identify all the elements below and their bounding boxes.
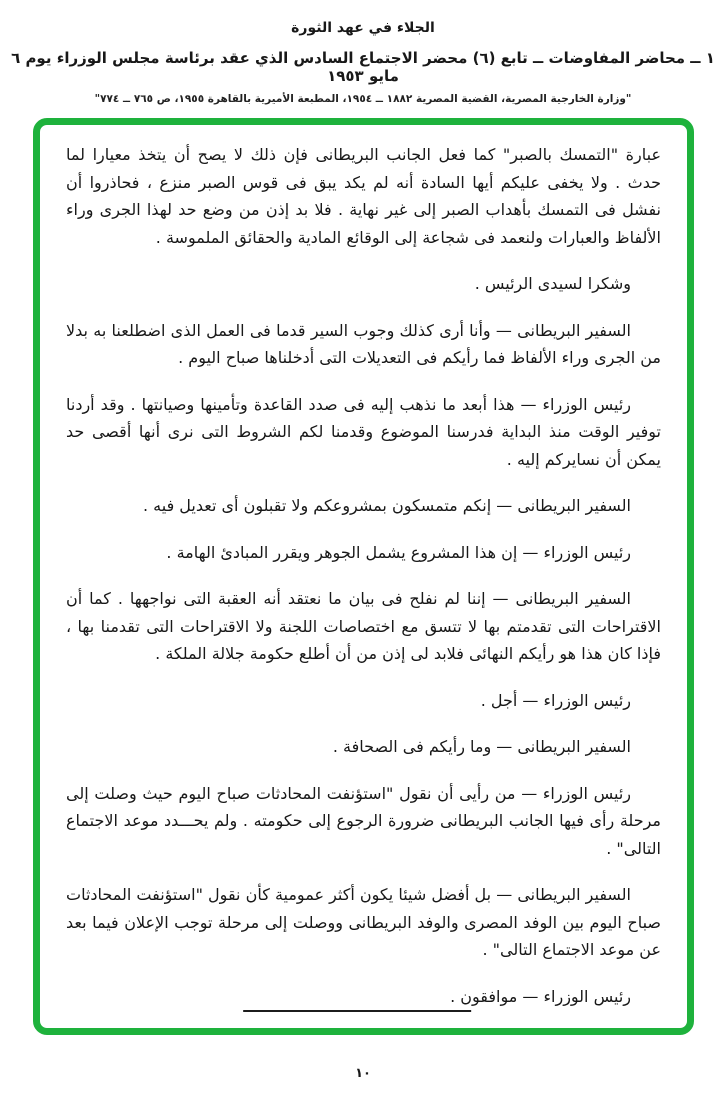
paragraph: رئيس الوزراء — أجل . xyxy=(480,690,631,710)
paragraph: السفير البريطانى — وأنا أرى كذلك وجوب السير قدما فى العمل الذى اضطلعنا به بدلا من الجرى وراء الألفاظ فما رأيكم فى التعديلات التى أدخلناها صباح اليوم . xyxy=(66,320,661,367)
paragraph: السفير البريطانى — بل أفضل شيئا يكون أكثر عمومية كأن نقول "استؤنفت المحادثات صباح اليوم بين الوفد المصرى والوفد البريطانى ووصلت إلى مرحلة توجب الإعلان فيما بعد عن موعد الاجتماع التالى" . xyxy=(66,885,661,959)
paragraph: السفير البريطانى — إننا لم نفلح فى بيان ما نعتقد أنه العقبة التى نواجهها . كما أن الاقتراحات التى تقدمتم بها لا تتسق مع اختصاصات اللجنة ولا الاقتراحات التى تقدمنا بها ، فإذا كان هذا هو رأيكم النهائى فلابد لى إذن من أن أطلع حكومة جلالة الملكة . xyxy=(66,589,661,663)
paragraph: السفير البريطانى — إنكم متمسكون بمشروعكم ولا تقبلون أى تعديل فيه . xyxy=(142,496,631,515)
document-text xyxy=(40,125,687,1028)
paragraph: السفير البريطانى — وما رأيكم فى الصحافة . xyxy=(332,737,631,756)
paragraph: عبارة "التمسك بالصبر" كما فعل الجانب البريطانى فإن ذلك لا يصح أن يتخذ معيارا لما حدث . ولا يخفى عليكم أيها السادة أنه لم يكد يبق فى قوس الصبر منزع ، فحاذروا أن نفشل فى التمسك بأهداب الصبر إلى غير نهاية . فلا بد إذن من وضع حد لهذا الجرى وراء الألفاظ والعبارات ولنعمد فى شجاعة إلى الوقائع المادية والحقائق الملموسة . xyxy=(66,145,661,247)
page-header xyxy=(0,0,726,105)
book-title: الجلاء في عهد الثورة xyxy=(291,20,435,36)
end-of-text-divider xyxy=(243,1010,471,1012)
paragraph: رئيس الوزراء — هذا أبعد ما نذهب إليه فى صدد القاعدة وتأمينها وصيانتها . وقد أردنا توفير الوقت منذ البداية فدرسنا الموضوع وقدمنا لكم الشروط التى نرى أنها أقصى حد يمكن أن نسايركم إليه . xyxy=(66,394,661,469)
paragraph: رئيس الوزراء — إن هذا المشروع يشمل الجوهر ويقرر المبادئ الهامة . xyxy=(166,542,631,562)
paragraph: رئيس الوزراء — من رأيى أن نقول "استؤنفت المحادثات صباح اليوم حيث وصلت إلى مرحلة رأى فيها الجانب البريطانى ضرورة الرجوع إلى حكومته . ولم يحـــدد موعد الاجتماع التالى" . xyxy=(66,783,661,858)
page-number: ١٠ xyxy=(355,1066,371,1081)
source-citation: "وزارة الخارجية المصرية، القضية المصرية ١٨٨٢ ــ ١٩٥٤، المطبعة الأميرية بالقاهرة ١٩٥٥، ص ٧٦٥ ــ ٧٧٤" xyxy=(94,93,632,105)
paragraph: رئيس الوزراء — موافقون . xyxy=(450,986,631,1006)
section-heading: ١ ــ محاضر المفاوضات ــ تابع (٦) محضر الاجتماع السادس الذي عقد برئاسة مجلس الوزراء يوم ٦ مايو ١٩٥٣ xyxy=(11,49,715,85)
document-frame xyxy=(33,118,694,1035)
paragraph: وشكرا لسيدى الرئيس . xyxy=(474,274,631,293)
